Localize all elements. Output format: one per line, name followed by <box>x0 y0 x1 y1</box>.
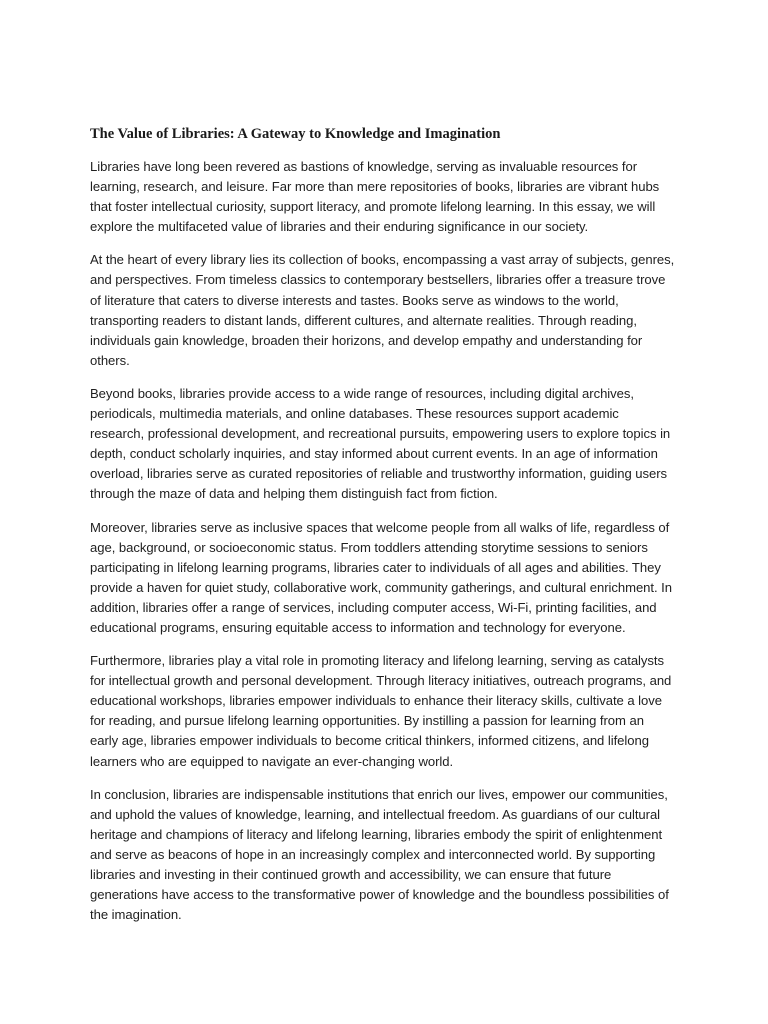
paragraph-conclusion: In conclusion, libraries are indispensable institutions that enrich our lives, empower our communities, and uphold the values of knowledge, learning, and intellectual freedom. As guardians of our cultural heritage and champions of literacy and lifelong learning, libraries embody the spirit of enlightenment and serve as beacons of hope in an increasingly complex and interconnected world. By supporting libraries and investing in their continued growth and accessibility, we can ensure that future generations have access to the transformative power of knowledge and the boundless possibilities of the imagination. <box>90 786 669 923</box>
paragraph-introduction: Libraries have long been revered as bastions of knowledge, serving as invaluable resources for learning, research, and leisure. Far more than mere repositories of books, libraries are vibrant hubs that foster intellectual curiosity, support literacy, and promote lifelong learning. In this essay, we will explore the multifaceted value of libraries and their enduring significance in our society. <box>90 159 660 235</box>
paragraph-inclusive-spaces: Moreover, libraries serve as inclusive spaces that welcome people from all walks of life, regardless of age, background, or socioeconomic status. From toddlers attending storytime sessions to seniors participating in lifelong learning programs, libraries cater to individuals of all ages and abilities. They provide a haven for quiet study, collaborative work, community gatherings, and cultural enrichment. In addition, libraries offer a range of services, including computer access, Wi-Fi, printing facilities, and educational programs, ensuring equitable access to information and technology for everyone. <box>90 519 672 635</box>
paragraph-literacy: Furthermore, libraries play a vital role in promoting literacy and lifelong learning, serving as catalysts for intellectual growth and personal development. Through literacy initiatives, outreach programs, and educational workshops, libraries empower individuals to enhance their literacy skills, cultivate a love for reading, and pursue lifelong learning opportunities. By instilling a passion for learning from an early age, libraries empower individuals to become critical thinkers, informed citizens, and lifelong learners who are equipped to navigate an ever-changing world. <box>90 653 672 769</box>
paragraph-book-collection: At the heart of every library lies its collection of books, encompassing a vast array of subjects, genres, and perspectives. From timeless classics to contemporary bestsellers, libraries offer a treasure trove of literature that caters to diverse interests and tastes. Books serve as windows to the world, transporting readers to distant lands, different cultures, and alternate realities. Through reading, individuals gain knowledge, broaden their horizons, and develop empathy and understanding for others. <box>90 252 675 368</box>
paragraph-resources: Beyond books, libraries provide access to a wide range of resources, including digital archives, periodicals, multimedia materials, and online databases. These resources support academic research, professional development, and recreational pursuits, empowering users to explore topics in depth, conduct scholarly inquiries, and stay informed about current events. In an age of information overload, libraries serve as curated repositories of reliable and trustworthy information, guiding users through the maze of data and helping them distinguish fact from fiction. <box>90 385 671 502</box>
document-title: The Value of Libraries: A Gateway to Knowledge and Imagination <box>90 126 501 142</box>
document-body <box>90 124 675 938</box>
